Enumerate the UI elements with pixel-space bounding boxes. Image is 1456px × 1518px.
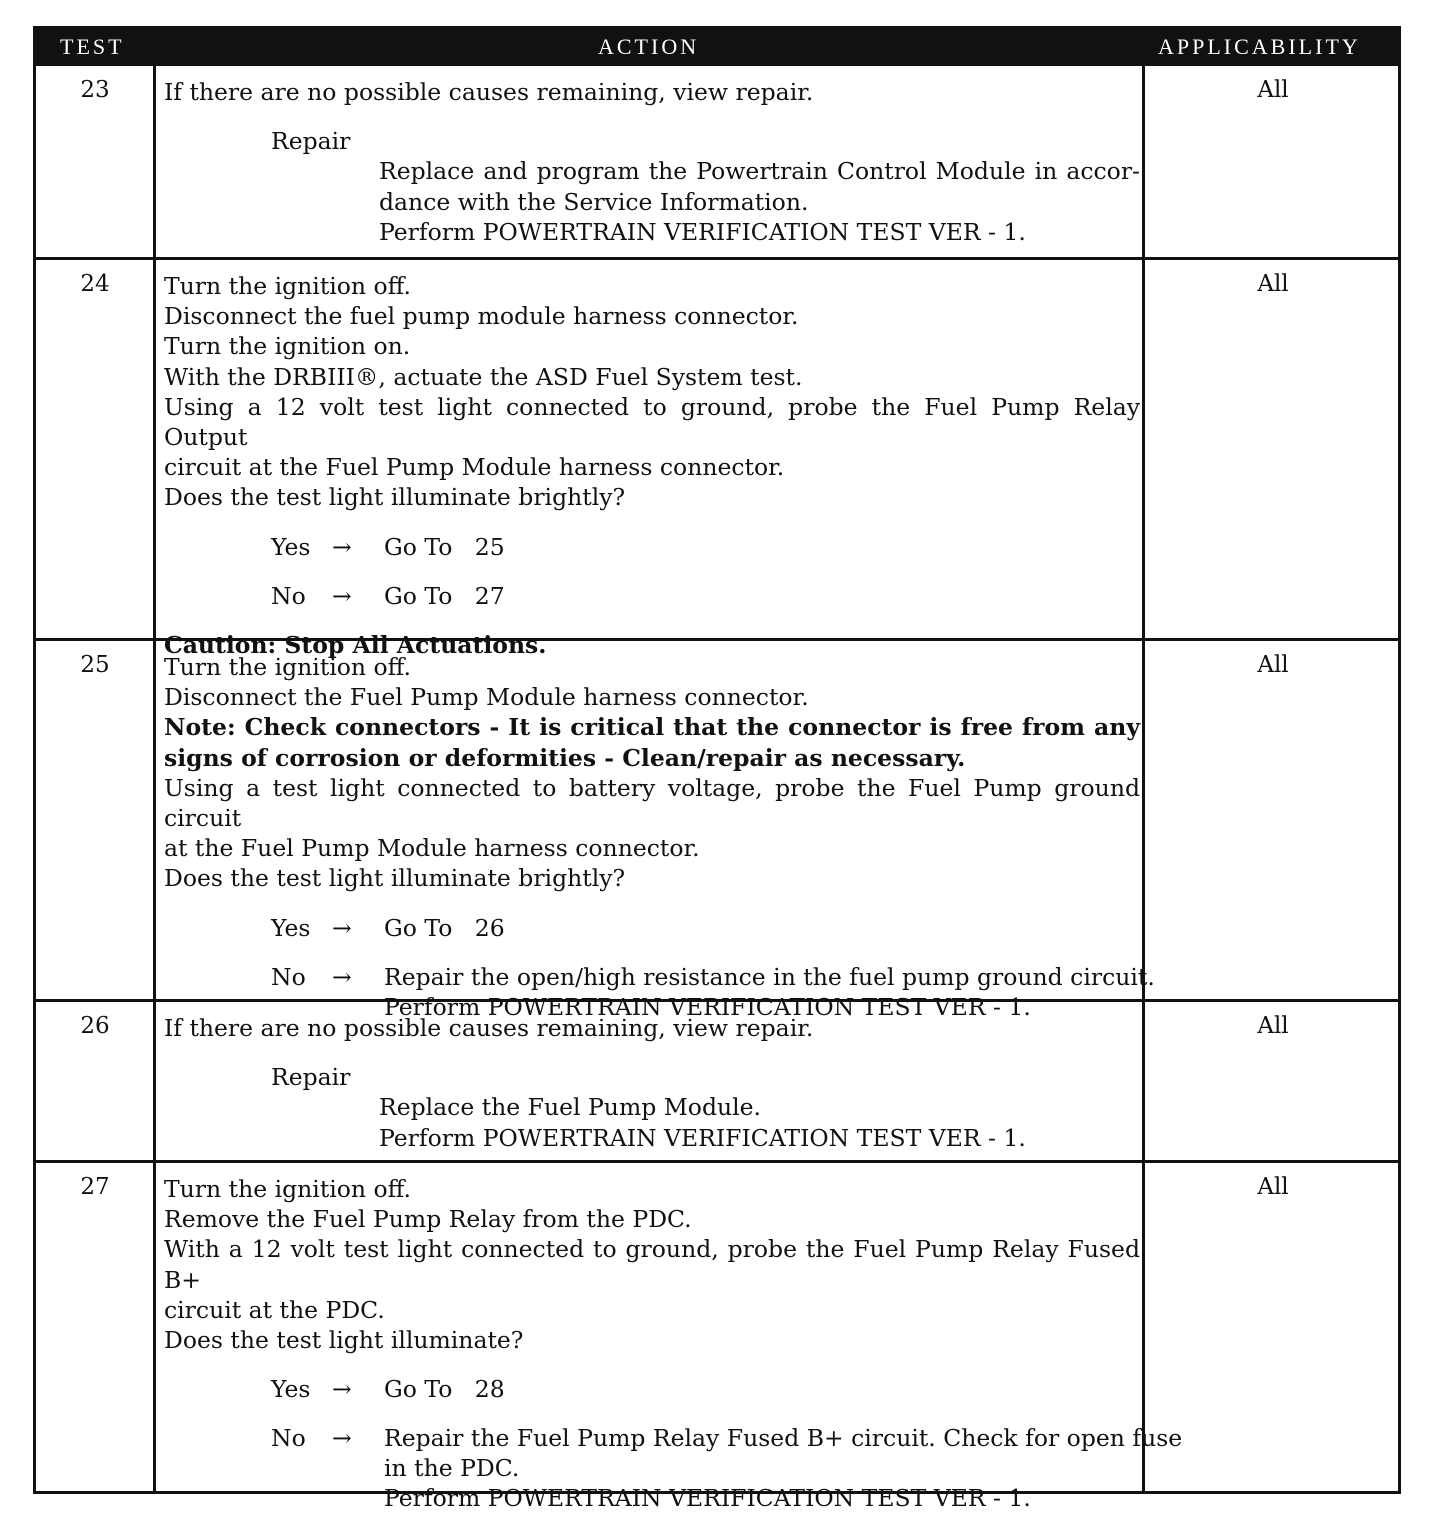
note-text: signs of corrosion or deformities - Clean/repair as necessary. <box>164 743 966 772</box>
header-test: TEST <box>60 34 125 59</box>
table-row <box>36 1002 1398 1163</box>
action-text: Turn the ignition on. <box>164 332 411 361</box>
action-text: Turn the ignition off. <box>164 1175 412 1203</box>
arrow-icon: → <box>332 1424 352 1453</box>
action-cell <box>164 1174 1183 1514</box>
action-text: If there are no possible causes remaining, view repair. <box>164 1014 814 1042</box>
caution-text: Caution: Stop All Actuations. <box>164 630 547 659</box>
test-number: 23 <box>80 77 110 103</box>
action-cell <box>164 77 1140 247</box>
action-text: Turn the ignition off. <box>164 272 412 300</box>
test-number: 26 <box>80 1013 110 1039</box>
header-action: ACTION <box>598 34 700 59</box>
action-text: circuit at the PDC. <box>164 1295 385 1324</box>
action-text: With a 12 volt test light connected to ground, probe the Fuel Pump Relay Fused B+ <box>164 1235 1140 1294</box>
yes-label: Yes <box>271 532 311 561</box>
header-applicability: APPLICABILITY <box>1158 34 1361 59</box>
no-result-continued: Perform POWERTRAIN VERIFICATION TEST VER - 1. <box>384 992 1031 1021</box>
action-text: Does the test light illuminate? <box>164 1326 524 1355</box>
table-header <box>36 29 1398 66</box>
yes-result: Go To 28 <box>384 1375 505 1404</box>
no-label: No <box>271 1424 306 1453</box>
action-text: Does the test light illuminate brightly? <box>164 864 626 893</box>
yes-branch <box>164 1374 1140 1404</box>
arrow-icon: → <box>332 1375 352 1404</box>
yes-branch <box>164 913 1140 943</box>
table-row <box>36 1163 1398 1513</box>
action-text: Disconnect the Fuel Pump Module harness connector. <box>164 683 809 712</box>
arrow-icon: → <box>332 913 352 942</box>
arrow-icon: → <box>332 532 352 561</box>
yes-label: Yes <box>271 1375 311 1404</box>
repair-label: Repair <box>271 127 351 156</box>
no-branch <box>164 1423 1183 1453</box>
action-cell <box>164 1013 1140 1153</box>
repair-text: Perform POWERTRAIN VERIFICATION TEST VER - 1. <box>379 1123 1026 1152</box>
action-text: With the DRBIII®, actuate the ASD Fuel System test. <box>164 362 803 391</box>
no-result: Repair the open/high resistance in the fuel pump ground circuit. <box>384 962 1155 991</box>
table-row <box>36 260 1398 659</box>
applicability-value: All <box>1257 1174 1289 1200</box>
test-number: 25 <box>80 652 110 678</box>
arrow-icon: → <box>332 581 352 610</box>
table-row <box>36 641 1398 1021</box>
action-cell <box>164 271 1140 660</box>
applicability-value: All <box>1257 271 1289 297</box>
yes-result: Go To 26 <box>384 913 505 942</box>
repair-label: Repair <box>271 1063 351 1092</box>
no-branch <box>164 581 1140 611</box>
applicability-value: All <box>1257 652 1289 678</box>
arrow-icon: → <box>332 962 352 991</box>
yes-result: Go To 25 <box>384 532 505 561</box>
no-label: No <box>271 581 306 610</box>
no-result-continued: Perform POWERTRAIN VERIFICATION TEST VER - 1. <box>384 1484 1031 1513</box>
repair-text: Perform POWERTRAIN VERIFICATION TEST VER - 1. <box>379 217 1026 246</box>
note-text: Note: Check connectors - It is critical that the connector is free from any <box>164 713 1140 742</box>
no-result: Go To 27 <box>384 581 505 610</box>
table-row <box>36 66 1398 260</box>
test-number: 27 <box>80 1174 110 1200</box>
repair-text: Replace the Fuel Pump Module. <box>379 1093 762 1122</box>
applicability-value: All <box>1257 77 1289 103</box>
action-text: Turn the ignition off. <box>164 653 412 681</box>
action-text: Using a test light connected to battery voltage, probe the Fuel Pump ground circuit <box>164 773 1140 833</box>
action-text: Using a 12 volt test light connected to ground, probe the Fuel Pump Relay Output <box>164 392 1140 452</box>
action-text: Does the test light illuminate brightly? <box>164 483 626 512</box>
action-text: circuit at the Fuel Pump Module harness connector. <box>164 453 785 482</box>
diagnostic-table <box>33 26 1401 1513</box>
action-cell <box>164 652 1155 1022</box>
test-number: 24 <box>80 271 110 297</box>
action-text: at the Fuel Pump Module harness connector. <box>164 834 700 863</box>
yes-branch <box>164 532 1140 562</box>
no-result: Repair the Fuel Pump Relay Fused B+ circuit. Check for open fuse <box>384 1424 1183 1453</box>
repair-text: Replace and program the Powertrain Control Module in accor- <box>379 157 1140 186</box>
action-text: Remove the Fuel Pump Relay from the PDC. <box>164 1205 692 1234</box>
action-text: If there are no possible causes remaining, view repair. <box>164 78 814 106</box>
no-branch <box>164 962 1155 992</box>
no-result-continued: in the PDC. <box>384 1454 520 1483</box>
yes-label: Yes <box>271 913 311 942</box>
repair-text: dance with the Service Information. <box>379 187 809 216</box>
action-text: Disconnect the fuel pump module harness connector. <box>164 302 799 331</box>
applicability-value: All <box>1257 1013 1289 1039</box>
no-label: No <box>271 962 306 991</box>
